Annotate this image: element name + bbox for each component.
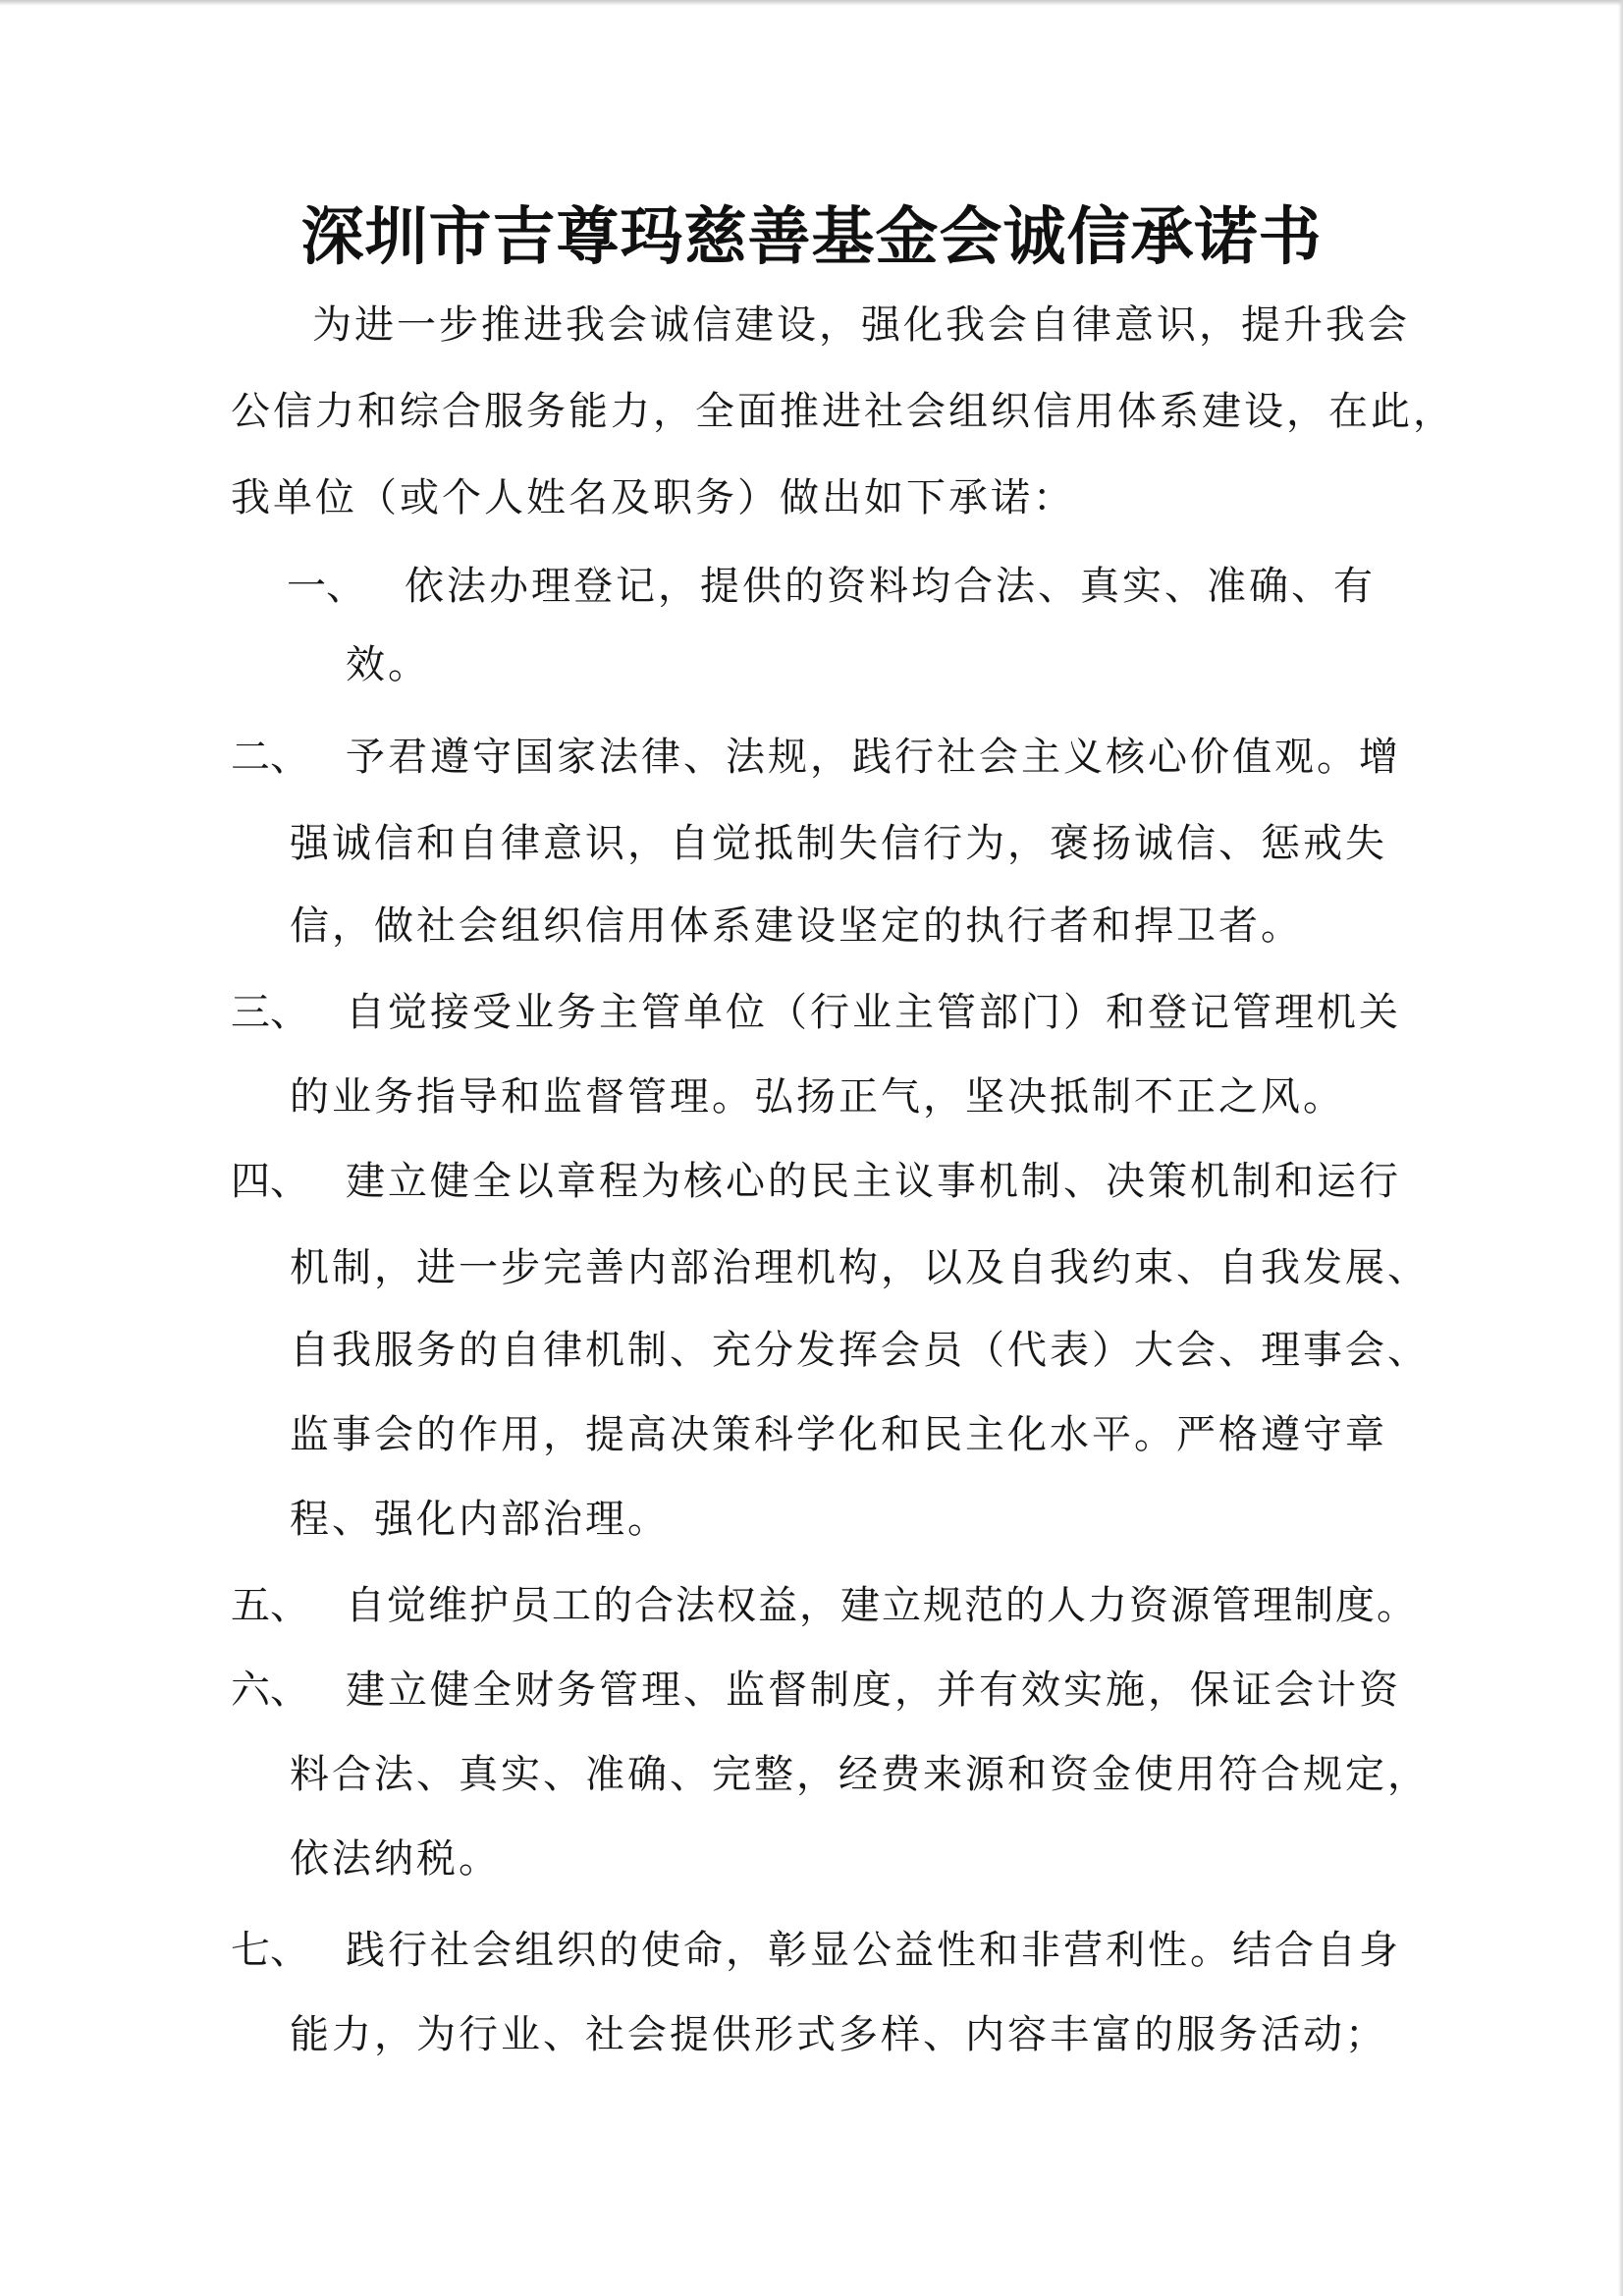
item-number: 一、 <box>287 564 365 609</box>
item-line: 料合法、真实、准确、完整，经费来源和资金使用符合规定， <box>290 1752 1430 1797</box>
item-line: 的业务指导和监督管理。弘扬正气，坚决抵制不正之风。 <box>290 1074 1345 1120</box>
item-line: 建立健全以章程为核心的民主议事机制、决策机制和运行 <box>346 1159 1401 1204</box>
item-line: 监事会的作用，提高决策科学化和民主化水平。严格遵守章 <box>290 1412 1387 1457</box>
item-number: 七、 <box>231 1928 309 1973</box>
item-line: 践行社会组织的使命，彰显公益性和非营利性。结合自身 <box>346 1928 1401 1973</box>
intro-line: 我单位（或个人姓名及职务）做出如下承诺： <box>231 475 1075 520</box>
intro-line: 公信力和综合服务能力，全面推进社会组织信用体系建设，在此， <box>231 389 1455 434</box>
item-line: 机制，进一步完善内部治理机构，以及自我约束、自我发展、 <box>290 1245 1430 1290</box>
scan-edge-right <box>1618 0 1623 2296</box>
item-line: 自觉接受业务主管单位（行业主管部门）和登记管理机关 <box>346 990 1401 1035</box>
intro-line: 为进一步推进我会诚信建设，强化我会自律意识，提升我会 <box>312 302 1410 348</box>
scan-edge-top <box>0 0 1623 6</box>
item-line: 信，做社会组织信用体系建设坚定的执行者和捍卫者。 <box>290 903 1303 949</box>
item-number: 五、 <box>231 1583 309 1628</box>
item-line: 予君遵守国家法律、法规，践行社会主义核心价值观。增 <box>346 735 1401 780</box>
item-line: 能力，为行业、社会提供形式多样、内容丰富的服务活动； <box>290 2012 1387 2057</box>
item-line: 程、强化内部治理。 <box>290 1497 670 1542</box>
item-number: 四、 <box>231 1159 309 1204</box>
item-line: 建立健全财务管理、监督制度，并有效实施，保证会计资 <box>346 1667 1401 1713</box>
item-number: 三、 <box>231 990 309 1035</box>
item-line: 强诚信和自律意识，自觉抵制失信行为，褒扬诚信、惩戒失 <box>290 821 1387 866</box>
item-line: 依法纳税。 <box>290 1836 501 1882</box>
item-number: 二、 <box>231 735 309 780</box>
item-line: 自觉维护员工的合法权益，建立规范的人力资源管理制度。 <box>346 1583 1418 1628</box>
item-line: 依法办理登记，提供的资料均合法、真实、准确、有 <box>405 564 1376 609</box>
item-line: 效。 <box>346 642 430 687</box>
item-line: 自我服务的自律机制、充分发挥会员（代表）大会、理事会、 <box>290 1328 1430 1373</box>
item-number: 六、 <box>231 1667 309 1713</box>
document-title: 深圳市吉尊玛慈善基金会诚信承诺书 <box>300 201 1323 274</box>
